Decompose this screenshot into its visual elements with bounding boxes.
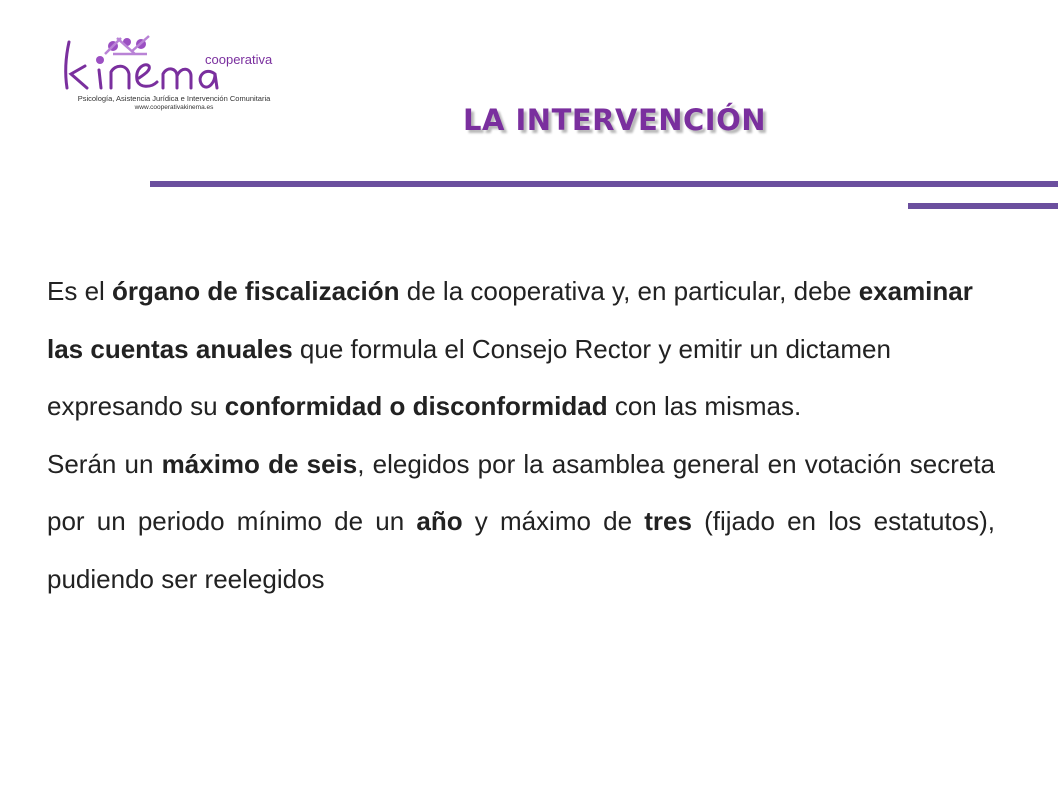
logo-tagline: Psicología, Asistencia Jurídica e Intervención Comunitaria bbox=[77, 94, 271, 103]
p1-text-2: de la cooperativa y, en particular, debe bbox=[399, 276, 859, 306]
p1-bold-3: conformidad o disconformidad bbox=[224, 391, 608, 421]
p2-bold-3: tres bbox=[644, 506, 692, 536]
p2-bold-2: año bbox=[416, 506, 463, 536]
logo-subtitle: cooperativa bbox=[205, 52, 273, 67]
p1-bold-1: órgano de fiscalización bbox=[112, 276, 400, 306]
p1-text-4: con las mismas. bbox=[607, 391, 802, 421]
p2-text-2: , elegidos por la asamblea general en votación secreta por un periodo mínimo de un bbox=[47, 448, 996, 536]
p2-text-3: y máximo de bbox=[462, 506, 645, 536]
divider-line-bottom bbox=[908, 203, 1058, 209]
p1-text-1: Es el bbox=[47, 276, 113, 306]
p2-text-1: Serán un bbox=[47, 448, 162, 479]
kinema-logo bbox=[55, 30, 285, 125]
p1-text-3: que formula el Consejo Rector y emitir un dictamen expresando su bbox=[47, 333, 891, 421]
slide-title: LA INTERVENCIÓN bbox=[463, 103, 767, 137]
divider-line-top bbox=[150, 181, 1058, 187]
p2-text-4: (fijado en los estatutos), pudiendo ser reelegidos bbox=[47, 506, 995, 594]
logo-url: www.cooperativakinema.es bbox=[134, 104, 214, 111]
p1-bold-2: examinar las cuentas anuales bbox=[47, 276, 973, 364]
paragraph-2 bbox=[47, 436, 995, 609]
paragraph-1 bbox=[47, 263, 995, 436]
slide-body bbox=[47, 263, 995, 608]
p2-bold-1: máximo de seis bbox=[161, 448, 358, 479]
